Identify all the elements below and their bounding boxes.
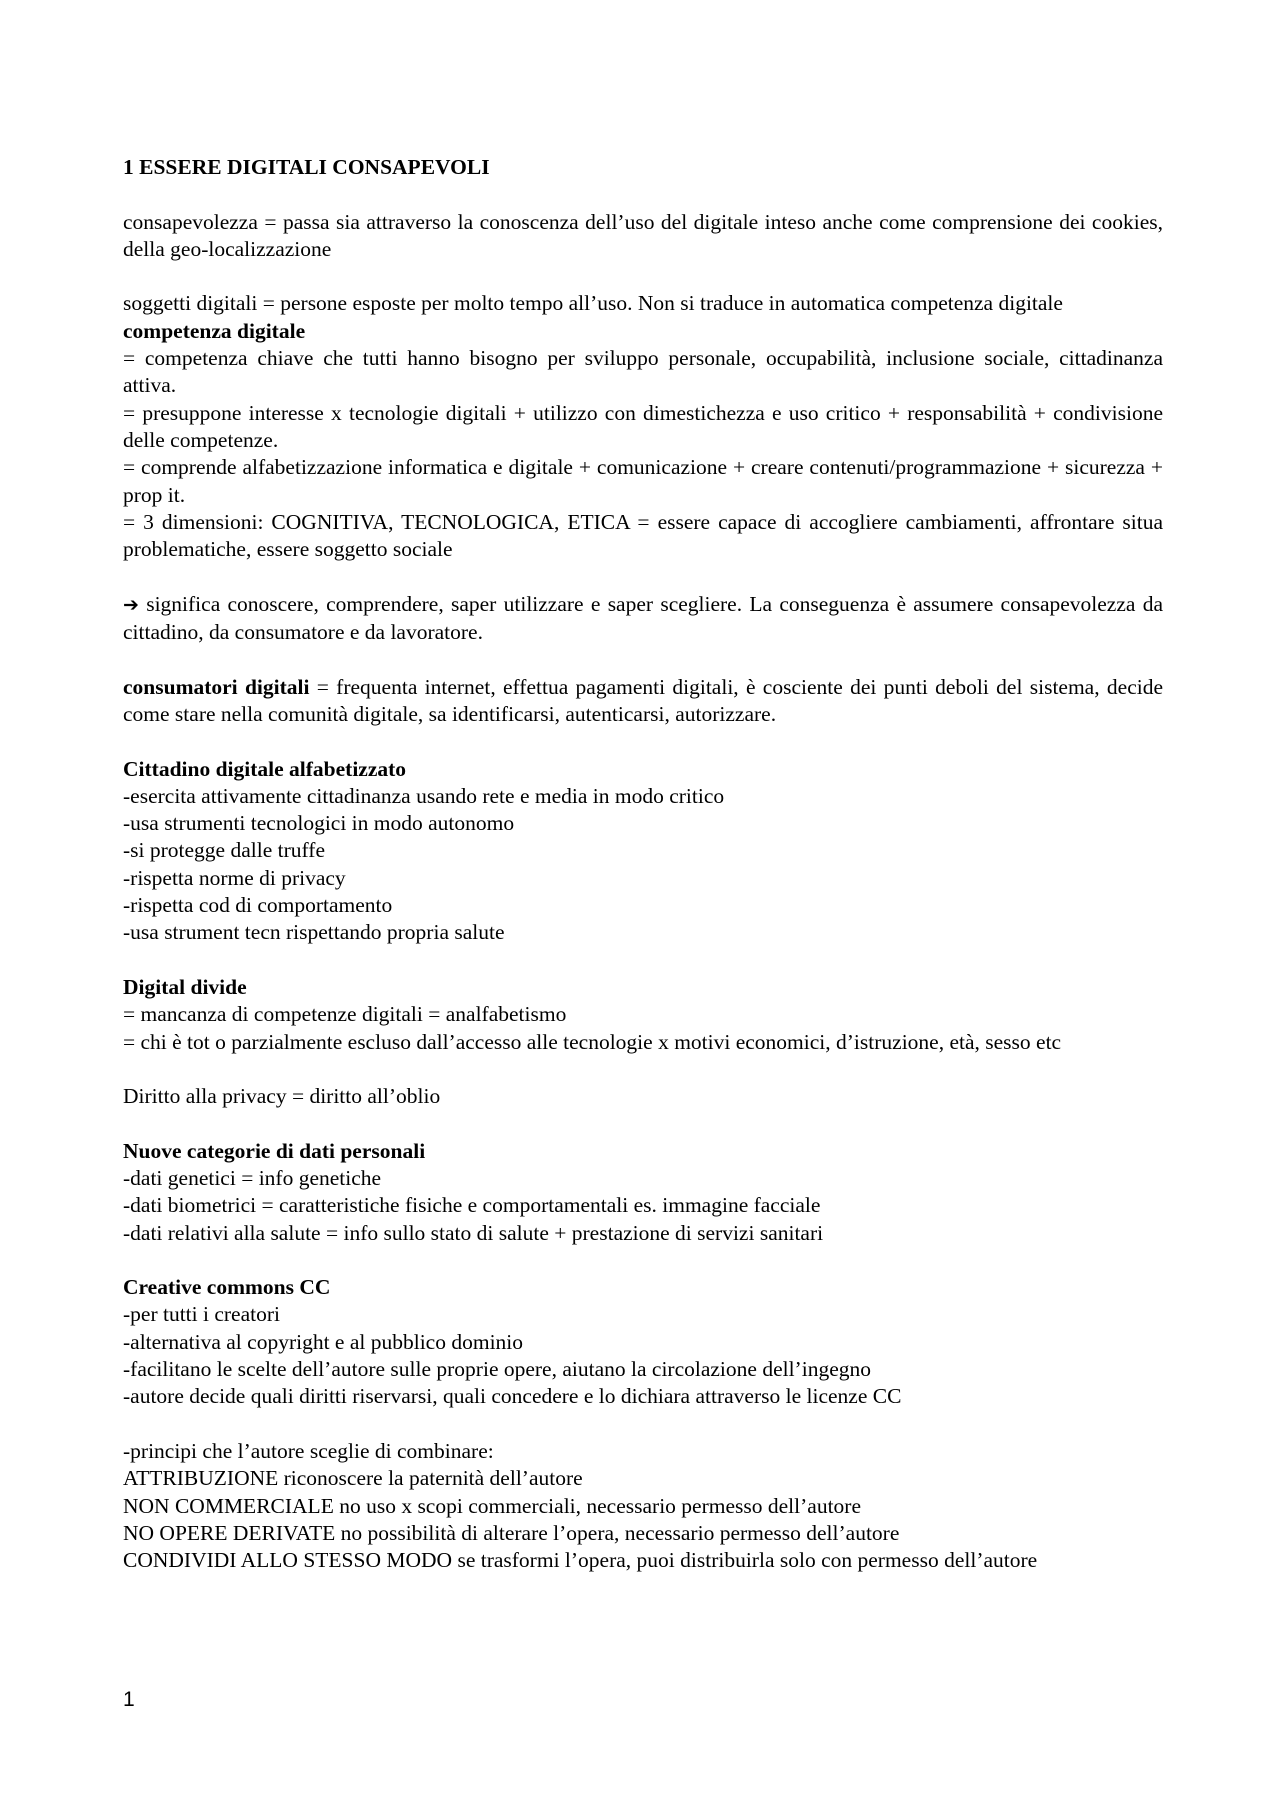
page-number: 1 <box>123 1688 135 1711</box>
consumatori-text: = frequenta internet, effettua pagamenti digitali, è cosciente dei punti deboli del sistema, decide come stare nella comunità digitale, sa identificarsi, autenticarsi, autorizzare. <box>123 674 1163 726</box>
creative-commons-heading: Creative commons CC <box>123 1275 331 1300</box>
principi-intro: -principi che l’autore sceglie di combinare: <box>123 1438 494 1463</box>
competenza-item: = 3 dimensioni: COGNITIVA, TECNOLOGICA, ETICA = essere capace di accogliere cambiamenti, affrontare situa problematiche, essere soggetto sociale <box>123 509 1163 562</box>
digital-divide-heading: Digital divide <box>123 974 247 999</box>
competenza-item: = competenza chiave che tutti hanno bisogno per sviluppo personale, occupabilità, inclusione sociale, cittadinanza attiva. <box>123 346 1163 398</box>
soggetti-digitali-paragraph: soggetti digitali = persone esposte per molto tempo all’uso. Non si traduce in automatica competenza digitale <box>123 291 1063 316</box>
list-item: -facilitano le scelte dell’autore sulle proprie opere, aiutano la circolazione dell’ingegno <box>123 1357 871 1382</box>
list-item: = chi è tot o parzialmente escluso dall’accesso alle tecnologie x motivi economici, d’istruzione, età, sesso etc <box>123 1029 1062 1054</box>
license-item: NO OPERE DERIVATE no possibilità di alterare l’opera, necessario permesso dell’autore <box>123 1520 900 1545</box>
competenza-item: = presuppone interesse x tecnologie digitali + utilizzo con dimestichezza e uso critico + responsabilità + condivisione delle competenze. <box>123 400 1163 452</box>
list-item: -autore decide quali diritti riservarsi, quali concedere e lo dichiara attraverso le licenze CC <box>123 1384 902 1409</box>
arrow-right-icon: ➔ <box>123 593 139 616</box>
list-item: -rispetta cod di comportamento <box>123 893 393 918</box>
license-item: NON COMMERCIALE no uso x scopi commerciali, necessario permesso dell’autore <box>123 1493 862 1518</box>
list-item: -si protegge dalle truffe <box>123 838 325 863</box>
significa-text: significa conoscere, comprendere, saper utilizzare e saper scegliere. La conseguenza è assumere consapevolezza da cittadino, da consumatore e da lavoratore. <box>123 591 1163 645</box>
page-content <box>123 154 1163 1574</box>
list-item: -per tutti i creatori <box>123 1302 280 1327</box>
consapevolezza-paragraph: consapevolezza = passa sia attraverso la conoscenza dell’uso del digitale inteso anche come comprensione dei cookies, della geo-localizzazione <box>123 209 1163 261</box>
list-item: = mancanza di competenze digitali = analfabetismo <box>123 1002 567 1027</box>
privacy-paragraph: Diritto alla privacy = diritto all’oblio <box>123 1084 441 1109</box>
list-item: -dati relativi alla salute = info sullo stato di salute + prestazione di servizi sanitari <box>123 1220 824 1245</box>
list-item: -rispetta norme di privacy <box>123 865 346 890</box>
list-item: -alternativa al copyright e al pubblico dominio <box>123 1329 524 1354</box>
list-item: -usa strumenti tecnologici in modo autonomo <box>123 811 515 836</box>
section-title: 1 ESSERE DIGITALI CONSAPEVOLI <box>123 155 490 179</box>
list-item: -usa strument tecn rispettando propria salute <box>123 920 505 945</box>
cittadino-heading: Cittadino digitale alfabetizzato <box>123 756 407 781</box>
list-item: -esercita attivamente cittadinanza usando rete e media in modo critico <box>123 783 725 808</box>
competenza-heading: competenza digitale <box>123 318 306 343</box>
competenza-item: = comprende alfabetizzazione informatica e digitale + comunicazione + creare contenuti/programmazione + sicurezza + prop it. <box>123 455 1163 507</box>
consumatori-paragraph <box>123 674 1163 729</box>
list-item: -dati genetici = info genetiche <box>123 1165 382 1190</box>
significa-paragraph <box>123 591 1163 647</box>
consumatori-term: consumatori digitali <box>123 674 310 699</box>
dati-heading: Nuove categorie di dati personali <box>123 1138 426 1163</box>
list-item: -dati biometrici = caratteristiche fisiche e comportamentali es. immagine facciale <box>123 1193 821 1218</box>
license-item: CONDIVIDI ALLO STESSO MODO se trasformi l’opera, puoi distribuirla solo con permesso dell’autore <box>123 1548 1038 1573</box>
license-item: ATTRIBUZIONE riconoscere la paternità dell’autore <box>123 1466 583 1491</box>
